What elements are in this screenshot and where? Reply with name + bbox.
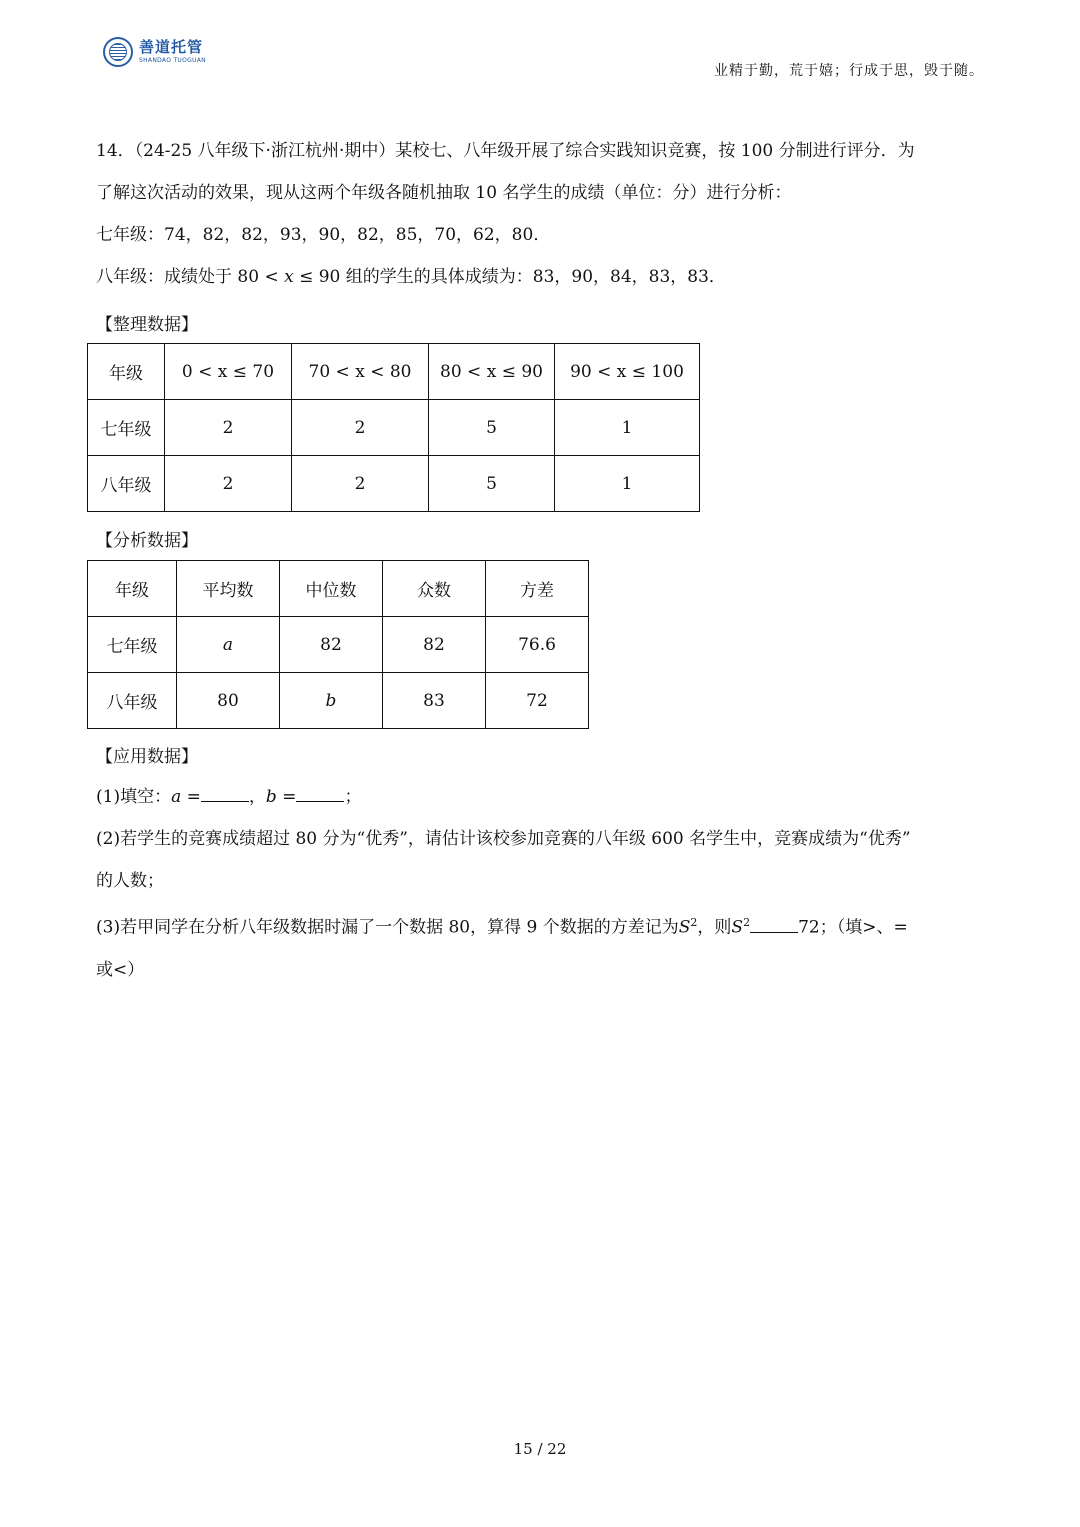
logo-chinese-name: 善道托管 xyxy=(139,38,204,56)
questions xyxy=(96,776,986,991)
table-cell: 八年级 xyxy=(88,456,165,512)
table-header-cell: 中位数 xyxy=(280,561,383,617)
page-number: 15 / 22 xyxy=(513,1440,567,1458)
table-row xyxy=(88,456,700,512)
question-3-line-1: (3)若甲同学在分析八年级数据时漏了一个数据 80，算得 9 个数据的方差记为$S^2$，则$S^2$ 72；（填>、= xyxy=(96,916,908,938)
table-cell: 72 xyxy=(486,673,589,729)
table-cell: a xyxy=(177,617,280,673)
section-organize-data-title: 【整理数据】 xyxy=(96,315,198,335)
table-header-row xyxy=(88,561,589,617)
frequency-table xyxy=(87,343,700,512)
table-cell: 80 xyxy=(177,673,280,729)
table-cell: 2 xyxy=(165,456,292,512)
logo-english-name: SHANDAO TUOGUAN xyxy=(139,57,206,64)
table-cell: 2 xyxy=(292,400,429,456)
section-apply-data-title: 【应用数据】 xyxy=(96,747,198,767)
table-cell: 七年级 xyxy=(88,617,177,673)
table-header-cell: 平均数 xyxy=(177,561,280,617)
question-2-line-1: (2)若学生的竞赛成绩超过 80 分为“优秀”，请估计该校参加竞赛的八年级 600 名学生中，竞赛成绩为“优秀” xyxy=(96,829,911,849)
table-header-cell: 80 < x ≤ 90 xyxy=(429,344,555,400)
brand-logo xyxy=(103,37,206,67)
seal-icon xyxy=(103,37,133,67)
question-2-line-2: 的人数； xyxy=(96,871,164,891)
table-cell: 5 xyxy=(429,400,555,456)
table-row xyxy=(88,617,589,673)
table-header-cell: 90 < x ≤ 100 xyxy=(555,344,700,400)
table-cell: 76.6 xyxy=(486,617,589,673)
header-motto: 业精于勤，荒于嬉；行成于思，毁于随。 xyxy=(714,63,984,79)
table-cell: 八年级 xyxy=(88,673,177,729)
table-cell: 2 xyxy=(292,456,429,512)
table-header-row xyxy=(88,344,700,400)
table-cell: 5 xyxy=(429,456,555,512)
section-analyze-data-title: 【分析数据】 xyxy=(96,531,198,551)
table-header-cell: 70 < x < 80 xyxy=(292,344,429,400)
table-cell: 七年级 xyxy=(88,400,165,456)
problem-line-1: 14．（24-25 八年级下·浙江杭州·期中）某校七、八年级开展了综合实践知识竞赛，按 100 分制进行评分．为 xyxy=(96,141,915,161)
grade8-scores: 八年级：成绩处于 80 < x ≤ 90 组的学生的具体成绩为：83，90，84，83，83． xyxy=(96,267,726,287)
problem-line-2: 了解这次活动的效果，现从这两个年级各随机抽取 10 名学生的成绩（单位：分）进行分析： xyxy=(96,183,792,203)
statistics-table xyxy=(87,560,589,729)
table-header-cell: 年级 xyxy=(88,561,177,617)
table-header-cell: 年级 xyxy=(88,344,165,400)
table-row xyxy=(88,400,700,456)
table-cell: b xyxy=(280,673,383,729)
problem-statement xyxy=(96,130,986,298)
answer-blank-a[interactable] xyxy=(201,800,249,802)
grade7-scores: 七年级：74，82，82，93，90，82，85，70，62，80． xyxy=(96,225,551,245)
table-header-cell: 众数 xyxy=(383,561,486,617)
table-header-cell: 0 < x ≤ 70 xyxy=(165,344,292,400)
table-cell: 82 xyxy=(383,617,486,673)
question-3-line-2: 或<） xyxy=(96,959,145,980)
answer-blank-comparison[interactable] xyxy=(750,931,798,933)
table-cell: 1 xyxy=(555,456,700,512)
table-header-cell: 方差 xyxy=(486,561,589,617)
table-row xyxy=(88,673,589,729)
table-cell: 83 xyxy=(383,673,486,729)
table-cell: 82 xyxy=(280,617,383,673)
table-cell: 2 xyxy=(165,400,292,456)
answer-blank-b[interactable] xyxy=(296,800,344,802)
table-cell: 1 xyxy=(555,400,700,456)
question-1: (1)填空：a = ，b = ； xyxy=(96,787,362,807)
